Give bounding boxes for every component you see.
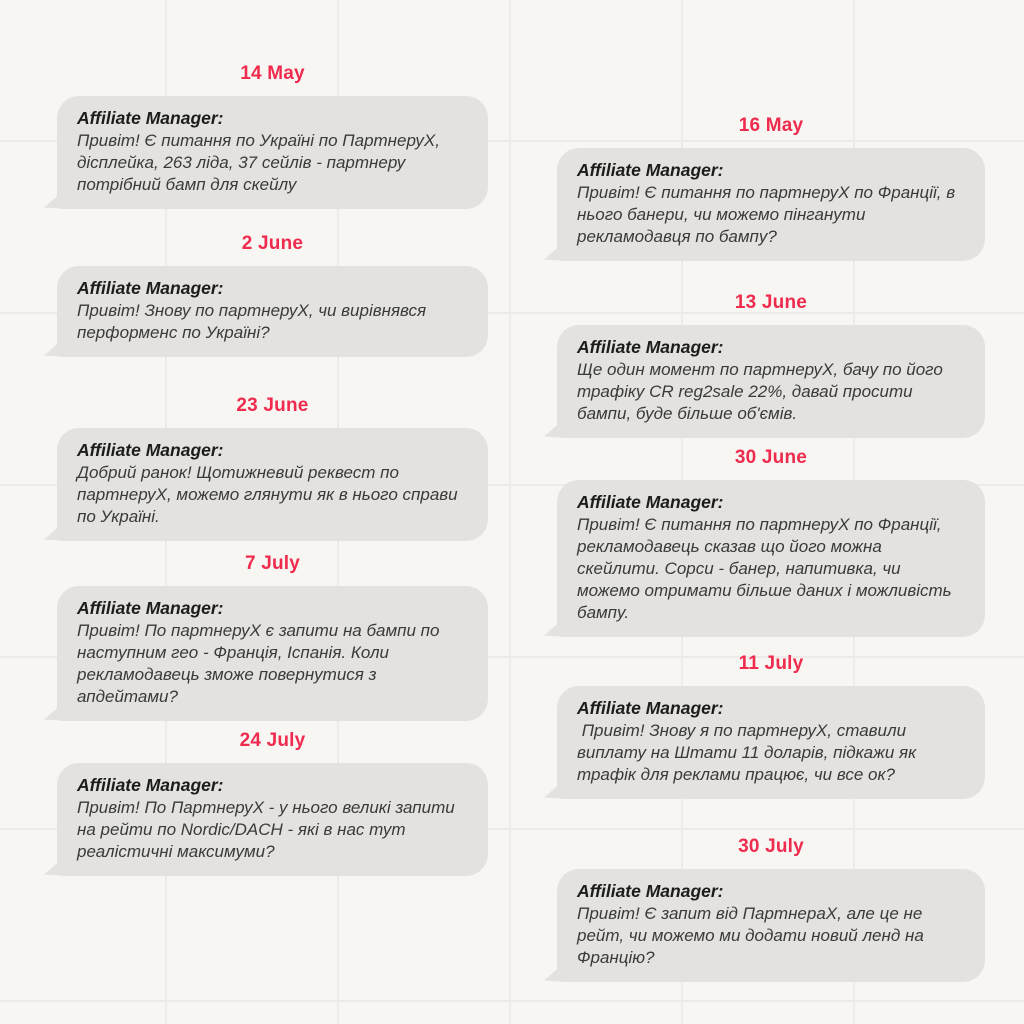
- message-group: [57, 232, 488, 357]
- message-group: [557, 652, 985, 799]
- message-text: Привіт! Знову по партнеруХ, чи вирівнявся перформенс по Україні?: [77, 301, 431, 342]
- date-label: 23 June: [236, 395, 309, 416]
- message-text: Привіт! Є питання по партнеруХ по Франції, рекламодавець сказав що його можна скейлити. Сорси - банер, напитивка, чи можемо отримати більше даних і можливість бампу.: [577, 515, 957, 622]
- sender-name: Affiliate Manager:: [577, 160, 724, 180]
- date-label: 2 June: [241, 233, 304, 254]
- sender-name: Affiliate Manager:: [577, 698, 724, 718]
- sender-name: Affiliate Manager:: [77, 108, 224, 128]
- message-text: Привіт! По ПартнеруХ - у нього великі запити на рейти по Nordic/DACH - які в нас тут реалістичні максимуми?: [77, 798, 460, 861]
- message-group: [57, 62, 488, 209]
- left-column: [57, 0, 488, 1024]
- message-text: Привіт! Знову я по партнеруХ, ставили виплату на Штати 11 доларів, підкажи як трафік для реклами працює, чи все ок?: [577, 721, 921, 784]
- message-text: Привіт! Є запит від ПартнераХ, але це не рейт, чи можемо ми додати новий ленд на Францію?: [577, 904, 929, 967]
- sender-name: Affiliate Manager:: [577, 492, 724, 512]
- chat-bubble: [57, 428, 488, 541]
- chat-bubble: [557, 686, 985, 799]
- chat-bubble: [57, 763, 488, 876]
- message-group: [57, 394, 488, 541]
- message-group: [57, 552, 488, 721]
- message-text: Ще один момент по партнеруХ, бачу по його трафіку CR reg2sale 22%, давай просити бампи, буде більше об'ємів.: [577, 360, 948, 423]
- chat-bubble: [557, 325, 985, 438]
- sender-name: Affiliate Manager:: [577, 337, 724, 357]
- message-text: Привіт! Є питання по партнеруХ по Франції, в нього банери, чи можемо пінганути рекламодавця по бампу?: [577, 183, 960, 246]
- chat-bubble: [57, 96, 488, 209]
- date-label: 11 July: [738, 653, 804, 674]
- message-group: [557, 835, 985, 982]
- sender-name: Affiliate Manager:: [77, 278, 224, 298]
- message-group: [557, 114, 985, 261]
- chat-bubble: [557, 480, 985, 637]
- date-label: 13 June: [734, 292, 808, 313]
- message-text: Добрий ранок! Щотижневий реквест по партнеруХ, можемо глянути як в нього справи по Україні.: [77, 463, 463, 526]
- message-group: [557, 446, 985, 637]
- chat-bubble: [557, 148, 985, 261]
- message-text: Привіт! По партнеруХ є запити на бампи по наступним гео - Франція, Іспанія. Коли рекламодавець зможе повернутися з апдейтами?: [77, 621, 445, 706]
- chat-bubble: [57, 586, 488, 721]
- chat-bubble: [557, 869, 985, 982]
- message-text: Привіт! Є питання по Україні по ПартнеруХ, дісплейка, 263 ліда, 37 сейлів - партнеру потрібний бамп для скейлу: [77, 131, 445, 194]
- date-label: 14 May: [240, 63, 305, 84]
- right-column: [557, 0, 985, 1024]
- date-label: 24 July: [239, 730, 306, 751]
- date-label: 30 June: [734, 447, 808, 468]
- date-label: 7 July: [244, 553, 301, 574]
- sender-name: Affiliate Manager:: [77, 775, 224, 795]
- chat-bubble: [57, 266, 488, 357]
- message-group: [57, 729, 488, 876]
- date-label: 16 May: [738, 115, 804, 136]
- message-group: [557, 291, 985, 438]
- sender-name: Affiliate Manager:: [577, 881, 724, 901]
- sender-name: Affiliate Manager:: [77, 440, 224, 460]
- date-label: 30 July: [738, 836, 804, 857]
- sender-name: Affiliate Manager:: [77, 598, 224, 618]
